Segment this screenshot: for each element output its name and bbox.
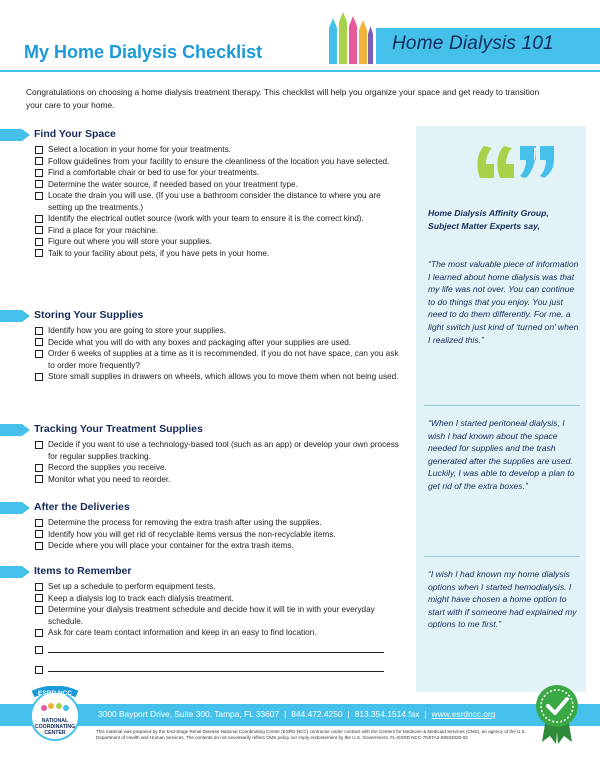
checklist-item	[0, 167, 410, 179]
quotation-marks-icon	[476, 140, 556, 184]
checkbox[interactable]	[35, 192, 43, 200]
checklist-item-text: Locate the drain you will use. (If you use a bathroom consider the distance to where you are setting up the treatments.)	[48, 191, 381, 212]
checkbox[interactable]	[35, 146, 43, 154]
checkbox[interactable]	[35, 464, 43, 472]
quote-2: “When I started peritoneal dialysis, I wish I had known about the space needed for supplies and the trash generated after the supplies are used. Luckily, I was able to develop a plan to get rid of the extra boxes.”	[428, 418, 575, 491]
section-title: Tracking Your Treatment Supplies	[34, 423, 203, 435]
blank-write-in-line[interactable]	[48, 645, 384, 653]
svg-text:NATIONAL: NATIONAL	[41, 718, 69, 724]
checkbox[interactable]	[35, 530, 43, 538]
header-divider	[0, 70, 600, 72]
footer-separator: |	[347, 709, 350, 719]
section-storing-supplies	[0, 309, 410, 383]
page-title: My Home Dialysis Checklist	[24, 42, 263, 62]
section-arrow-icon	[0, 310, 30, 322]
checklist-item-text: Identify the electrical outlet source (work with your team to ensure it is the correct kind).	[48, 214, 364, 223]
section-title: Storing Your Supplies	[34, 309, 144, 321]
esrd-ncc-logo-icon	[22, 686, 88, 742]
footer-separator: |	[284, 709, 287, 719]
checkbox[interactable]	[35, 180, 43, 188]
svg-text:ESRD NCC: ESRD NCC	[38, 690, 72, 697]
checkbox[interactable]	[35, 238, 43, 246]
checkbox[interactable]	[35, 169, 43, 177]
checklist-item-text: Decide where you will place your container for the extra trash items.	[48, 541, 294, 550]
checkbox[interactable]	[35, 338, 43, 346]
blank-write-in-line[interactable]	[48, 664, 384, 672]
checkbox[interactable]	[35, 542, 43, 550]
quote-heading: Home Dialysis Affinity Group, Subject Matter Experts say,	[428, 208, 549, 231]
section-header	[0, 565, 410, 580]
checklist-item	[0, 225, 410, 237]
checklist-item-text: Identify how you will get rid of recyclable items versus the non-recyclable items.	[48, 529, 336, 539]
checklist-item-text: Keep a dialysis log to track each dialysis treatment.	[48, 593, 234, 603]
checkbox[interactable]	[35, 606, 43, 614]
section-arrow-icon	[0, 566, 30, 578]
checklist-item	[0, 604, 410, 627]
checklist-item	[0, 462, 410, 474]
checklist-item	[0, 474, 410, 486]
brand-title: Home Dialysis 101	[392, 33, 554, 54]
footer-address: 3000 Bayport Drive, Suite 300, Tampa, FL 33607	[98, 709, 280, 719]
footer-phone[interactable]: 844.472.4250	[291, 709, 343, 719]
checklist-item-text: Store small supplies in drawers on wheels, which allows you to move them when not being used.	[48, 372, 399, 381]
checkbox[interactable]	[35, 157, 43, 165]
checklist-item	[0, 529, 410, 541]
checklist-item-text: Find a comfortable chair or bed to use for your treatments.	[48, 168, 260, 177]
checklist-item-text: Find a place for your machine.	[48, 225, 159, 235]
checklist-item	[0, 156, 410, 168]
checklist-item-text: Decide if you want to use a technology-based tool (such as an app) or develop your own process for regular supplies tracking.	[48, 440, 399, 461]
checklist-item	[0, 517, 410, 529]
section-items-to-remember	[0, 565, 410, 676]
checklist-item	[0, 236, 410, 248]
checklist-item-text: Order 6 weeks of supplies at a time as it is recommended. If you do not have space, can you ask to order more frequently?	[48, 349, 399, 370]
section-header	[0, 423, 410, 438]
checklist-blank-item	[0, 645, 410, 657]
checklist-item	[0, 371, 410, 383]
checklist-item	[0, 179, 410, 191]
checklist-item-text: Follow guidelines from your facility to ensure the cleanliness of the location you have selected.	[48, 156, 390, 166]
checklist-item	[0, 540, 410, 552]
checkbox[interactable]	[35, 327, 43, 335]
checkbox[interactable]	[35, 215, 43, 223]
checklist	[0, 439, 410, 485]
checklist-item	[0, 144, 410, 156]
section-header	[0, 501, 410, 516]
checklist-item	[0, 325, 410, 337]
svg-text:CENTER: CENTER	[44, 730, 66, 736]
checklist-item	[0, 248, 410, 260]
footer-fax: 813.354.1514 fax	[354, 709, 420, 719]
checklist-item-text: Figure out where you will store your supplies.	[48, 237, 212, 246]
section-find-your-space	[0, 128, 410, 259]
quote-1: “The most valuable piece of information I learned about home dialysis was that my life was not over. You can continue to do things that you enjoy. You just need to do them differently. For me, a light switch just kind of ‘turned on’ when I realized this.”	[428, 259, 579, 345]
quote-3: “I wish I had known my home dialysis options when I started hemodialysis. I might have chosen a home option to start with if someone had explained my options to me first.”	[428, 569, 577, 630]
checkbox[interactable]	[35, 475, 43, 483]
checklist-item	[0, 627, 410, 639]
checkbox[interactable]	[35, 666, 43, 674]
checkbox[interactable]	[35, 350, 43, 358]
checklist-item	[0, 593, 410, 605]
checklist-item-text: Set up a schedule to perform equipment tests.	[48, 582, 216, 591]
checklist-item	[0, 581, 410, 593]
section-header	[0, 128, 410, 143]
checkbox[interactable]	[35, 249, 43, 257]
checklist-item-text: Select a location in your home for your treatments.	[48, 145, 231, 154]
checklist-item-text: Ask for care team contact information and keep in an easy to find location.	[48, 628, 317, 637]
checkbox[interactable]	[35, 583, 43, 591]
quote-divider	[424, 405, 580, 406]
checklist-item-text: Talk to your facility about pets, if you have pets in your home.	[48, 248, 270, 258]
checklist-item-text: Record the supplies you receive.	[48, 463, 167, 472]
page-header	[0, 0, 600, 78]
checklist-item-text: Determine the water source, if needed based on your treatment type.	[48, 179, 298, 189]
checklist-item-text: Determine the process for removing the extra trash after using the supplies.	[48, 518, 322, 527]
checklist-item	[0, 213, 410, 225]
section-title: Items to Remember	[34, 565, 132, 577]
quote-divider	[424, 556, 580, 557]
checklist	[0, 581, 410, 676]
checklist-item-text: Determine your dialysis treatment schedule and decide how it will tie in with your everyday schedule.	[48, 605, 375, 626]
crayons-icon	[327, 8, 373, 64]
section-header	[0, 309, 410, 324]
section-arrow-icon	[0, 424, 30, 436]
footer-website-link[interactable]: www.esrdncc.org	[431, 709, 496, 719]
checklist-item-text: Decide what you will do with any boxes and packaging after your supplies are used.	[48, 337, 352, 347]
checklist-item-text: Monitor what you need to reorder.	[48, 474, 171, 484]
checkbox[interactable]	[35, 519, 43, 527]
checklist-item-text: Identify how you are going to store your supplies.	[48, 326, 226, 335]
checkbox[interactable]	[35, 226, 43, 234]
footer-contact	[98, 709, 495, 719]
checkbox[interactable]	[35, 646, 43, 654]
section-title: After the Deliveries	[34, 501, 130, 513]
checklist	[0, 144, 410, 259]
section-title: Find Your Space	[34, 128, 116, 140]
checkbox[interactable]	[35, 441, 43, 449]
checklist-item	[0, 348, 410, 371]
intro-paragraph: Congratulations on choosing a home dialysis treatment therapy. This checklist will help you organize your space and get ready to transition your care to your home.	[26, 87, 540, 110]
checklist-item	[0, 190, 410, 213]
checklist	[0, 325, 410, 383]
footer-separator: |	[424, 709, 427, 719]
footer-fine-print: This material was prepared by the End-Stage Renal Disease National Coordinating Center (ESRD NCC) contractor under contract with the Centers for Medicare & Medicaid Services (CMS), an agency of the U.S. Department of Health and Human Services. The contents do not necessarily reflect CMS policy nor imply endorsement by the U.S. Government. FL-ESRD NCC-7N5TA3-08032020-02	[96, 729, 526, 741]
checklist-item	[0, 337, 410, 349]
checklist-item	[0, 439, 410, 462]
section-after-deliveries	[0, 501, 410, 552]
svg-text:COORDINATING: COORDINATING	[34, 724, 76, 730]
checklist	[0, 517, 410, 552]
checkbox[interactable]	[35, 373, 43, 381]
section-arrow-icon	[0, 129, 30, 141]
checkbox[interactable]	[35, 594, 43, 602]
section-arrow-icon	[0, 502, 30, 514]
checkmark-seal-icon	[532, 684, 582, 744]
checklist-blank-item	[0, 664, 410, 676]
checkbox[interactable]	[35, 629, 43, 637]
section-tracking-supplies	[0, 423, 410, 485]
